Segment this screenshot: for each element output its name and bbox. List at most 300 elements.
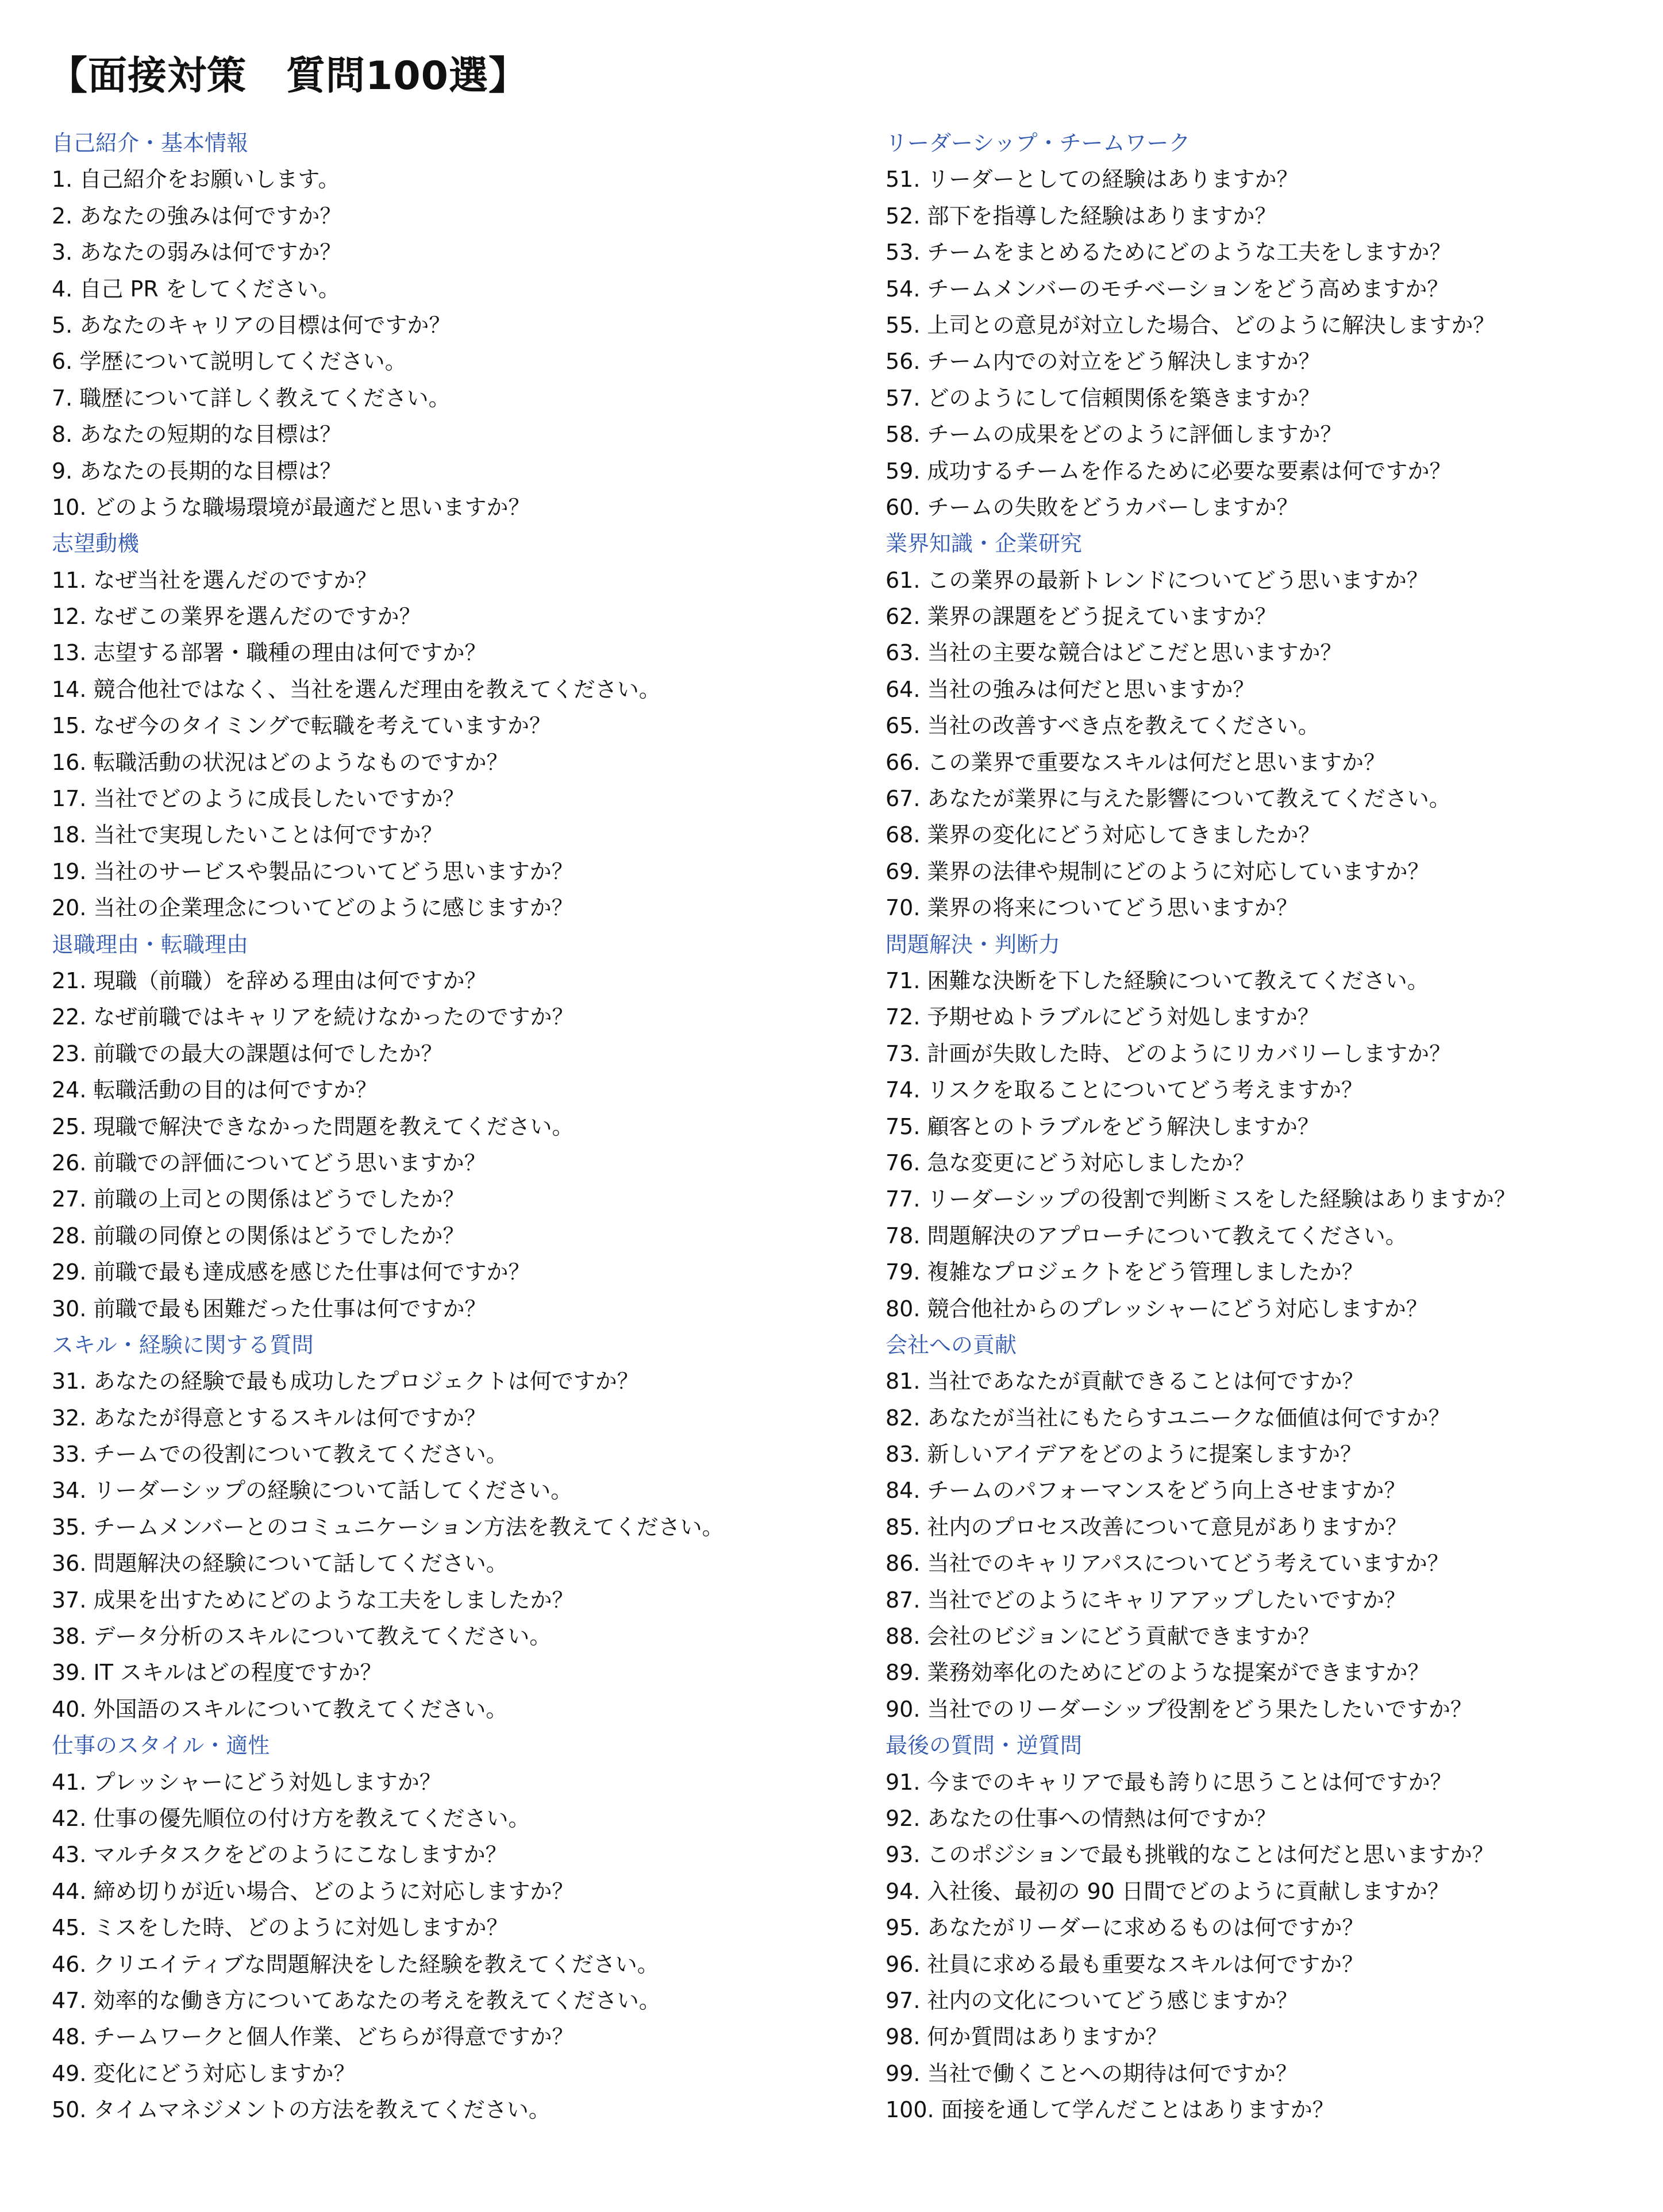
question-text: 当社のサービスや製品についてどう思いますか？	[93, 858, 573, 884]
question-item	[52, 1181, 856, 1217]
question-text: 困難な決断を下した経験について教えてください。	[927, 968, 1429, 993]
question-item	[52, 2092, 856, 2128]
question-item	[52, 198, 856, 234]
question-number: 35.	[52, 1514, 87, 1540]
question-text: 予期せぬトラブルにどう対処しますか？	[927, 1004, 1320, 1030]
question-text: あなたが得意とするスキルは何ですか？	[93, 1405, 487, 1431]
section-header: 自己紹介・基本情報	[52, 130, 249, 156]
question-number: 3.	[52, 240, 73, 265]
question-number: 22.	[52, 1004, 87, 1030]
question-text: マルチタスクをどのようにこなしますか？	[93, 1842, 507, 1868]
question-item	[52, 1509, 856, 1546]
question-text: 当社でどのようにキャリアアップしたいですか？	[927, 1587, 1406, 1613]
question-text: 当社の主要な競合はどこだと思いますか？	[927, 640, 1342, 666]
question-text: この業界の最新トレンドについてどう思いますか？	[927, 567, 1429, 593]
question-number: 5.	[52, 312, 73, 338]
question-item	[886, 1691, 1663, 1728]
question-text: クリエイティブな問題解決をした経験を教えてください。	[93, 1951, 659, 1977]
question-item	[886, 453, 1663, 490]
question-text: タイムマネジメントの方法を教えてください。	[93, 2097, 551, 2123]
question-text: チームでの役割について教えてください。	[93, 1442, 508, 1467]
question-number: 40.	[52, 1696, 87, 1722]
question-number: 16.	[52, 749, 87, 775]
question-item	[52, 1363, 856, 1400]
question-text: あなたの強みは何ですか？	[79, 203, 342, 229]
question-text: 当社でのリーダーシップ役割をどう果たしたいですか？	[927, 1696, 1473, 1722]
question-item	[886, 562, 1663, 599]
question-number: 25.	[52, 1113, 87, 1139]
section-header: リーダーシップ・チームワーク	[886, 130, 1191, 156]
question-number: 69.	[886, 858, 921, 884]
question-text: 問題解決の経験について話してください。	[93, 1551, 508, 1577]
question-text: あなたの弱みは何ですか？	[79, 240, 342, 265]
question-item	[886, 672, 1663, 708]
page-title: 【面接対策 質問100選】	[48, 53, 528, 99]
question-item	[886, 745, 1663, 781]
question-item	[52, 963, 856, 999]
question-number: 6.	[52, 349, 73, 375]
question-item	[886, 1874, 1663, 1910]
question-item	[886, 1036, 1663, 1072]
section-header: スキル・経験に関する質問	[52, 1332, 314, 1358]
question-number: 94.	[886, 1878, 921, 1904]
question-number: 4.	[52, 276, 73, 302]
question-text: このポジションで最も挑戦的なことは何だと思いますか？	[927, 1842, 1494, 1868]
question-item	[886, 1947, 1663, 1983]
question-text: 当社で実現したいことは何ですか？	[93, 822, 443, 848]
question-item	[52, 1655, 856, 1691]
question-number: 51.	[886, 167, 921, 192]
question-item	[886, 2092, 1663, 2128]
question-text: 急な変更にどう対応しましたか？	[927, 1150, 1255, 1176]
question-number: 73.	[886, 1041, 921, 1066]
question-number: 24.	[52, 1077, 87, 1103]
question-item	[886, 1291, 1663, 1327]
question-number: 95.	[886, 1915, 921, 1941]
question-number: 38.	[52, 1624, 87, 1650]
question-item	[886, 380, 1663, 417]
question-text: 計画が失敗した時、どのようにリカバリーしますか？	[927, 1041, 1452, 1066]
question-item	[886, 635, 1663, 671]
question-text: 当社で働くことへの期待は何ですか？	[927, 2060, 1298, 2086]
question-item	[52, 2019, 856, 2055]
question-number: 27.	[52, 1186, 87, 1212]
question-item	[52, 1691, 856, 1728]
question-item	[52, 1254, 856, 1290]
question-number: 87.	[886, 1587, 921, 1613]
question-item	[52, 890, 856, 926]
question-text: あなたの経験で最も成功したプロジェクトは何ですか？	[93, 1369, 639, 1394]
question-number: 66.	[886, 749, 921, 775]
question-text: 複雑なプロジェクトをどう管理しましたか？	[927, 1259, 1364, 1285]
question-item	[886, 963, 1663, 999]
question-text: 当社の企業理念についてどのように感じますか？	[93, 895, 573, 921]
question-text: 面接を通して学んだことはありますか？	[941, 2097, 1334, 2123]
question-item	[886, 1801, 1663, 1837]
question-text: 締め切りが近い場合、どのように対応しますか？	[93, 1878, 574, 1904]
question-number: 90.	[886, 1696, 921, 1722]
question-item	[886, 271, 1663, 307]
question-text: 上司との意見が対立した場合、どのように解決しますか？	[927, 312, 1495, 338]
question-item	[886, 2056, 1663, 2092]
question-number: 68.	[886, 822, 921, 848]
question-item	[886, 781, 1663, 817]
question-item	[886, 344, 1663, 380]
section-header: 退職理由・転職理由	[52, 931, 249, 957]
question-item	[886, 708, 1663, 744]
question-item	[52, 1145, 856, 1181]
question-item	[886, 1582, 1663, 1618]
question-text: チーム内での対立をどう解決しますか？	[927, 349, 1321, 375]
question-number: 7.	[52, 385, 73, 411]
question-text: 自己 PR をしてください。	[79, 276, 340, 302]
question-text: 前職での評価についてどう思いますか？	[93, 1150, 486, 1176]
question-text: 職歴について詳しく教えてください。	[79, 385, 451, 411]
question-text: なぜ当社を選んだのですか？	[93, 567, 378, 593]
question-item	[886, 1509, 1663, 1546]
question-number: 60.	[886, 494, 921, 520]
question-item	[52, 1618, 856, 1655]
question-text: チームのパフォーマンスをどう向上させますか？	[927, 1478, 1406, 1504]
question-item	[886, 817, 1663, 853]
question-number: 59.	[886, 458, 921, 484]
question-text: 部下を指導した経験はありますか？	[927, 203, 1277, 229]
question-item	[52, 562, 856, 599]
question-item	[886, 1218, 1663, 1254]
question-text: 仕事の優先順位の付け方を教えてください。	[93, 1805, 530, 1831]
question-text: 業界の変化にどう対応してきましたか？	[927, 822, 1321, 848]
question-text: チームの失敗をどうカバーしますか？	[927, 494, 1299, 520]
question-text: 今までのキャリアで最も誇りに思うことは何ですか？	[927, 1769, 1452, 1795]
question-text: あなたがリーダーに求めるものは何ですか？	[927, 1915, 1364, 1941]
question-text: なぜ今のタイミングで転職を考えていますか？	[93, 713, 552, 739]
question-item	[52, 417, 856, 453]
question-item	[52, 380, 856, 417]
question-item	[886, 1764, 1663, 1801]
question-item	[886, 1618, 1663, 1655]
question-number: 31.	[52, 1369, 87, 1394]
question-number: 57.	[886, 385, 921, 411]
question-number: 15.	[52, 713, 87, 739]
question-number: 62.	[886, 604, 921, 630]
question-item	[52, 1874, 856, 1910]
question-number: 91.	[886, 1769, 921, 1795]
left-column	[52, 125, 856, 2128]
question-text: 顧客とのトラブルをどう解決しますか？	[927, 1113, 1320, 1139]
question-text: リーダーシップの経験について話してください。	[93, 1478, 573, 1504]
question-number: 78.	[886, 1223, 921, 1248]
question-number: 72.	[886, 1004, 921, 1030]
question-item	[52, 1910, 856, 1946]
question-item	[52, 490, 856, 526]
question-number: 43.	[52, 1842, 87, 1868]
question-item	[52, 635, 856, 671]
question-number: 83.	[886, 1442, 921, 1467]
question-number: 75.	[886, 1113, 921, 1139]
question-item	[52, 344, 856, 380]
question-number: 88.	[886, 1624, 921, 1650]
question-text: チームワークと個人作業、どちらが得意ですか？	[93, 2024, 574, 2050]
question-item	[886, 1181, 1663, 1217]
question-text: チームメンバーとのコミュニケーション方法を教えてください。	[93, 1514, 724, 1540]
question-item	[52, 1072, 856, 1108]
question-number: 79.	[886, 1259, 921, 1285]
question-number: 29.	[52, 1259, 87, 1285]
question-text: 転職活動の目的は何ですか？	[93, 1077, 378, 1103]
question-item	[52, 854, 856, 890]
question-item	[886, 234, 1663, 271]
question-text: 問題解決のアプローチについて教えてください。	[927, 1223, 1407, 1248]
question-text: ミスをした時、どのように対処しますか？	[93, 1915, 509, 1941]
question-text: リーダーとしての経験はありますか？	[927, 167, 1299, 192]
question-item	[52, 1218, 856, 1254]
question-item	[52, 672, 856, 708]
question-item	[886, 198, 1663, 234]
question-number: 70.	[886, 895, 921, 921]
question-item	[52, 781, 856, 817]
question-text: 現職（前職）を辞める理由は何ですか？	[93, 968, 487, 993]
question-number: 49.	[52, 2060, 87, 2086]
question-text: 社内の文化についてどう感じますか？	[927, 1987, 1298, 2013]
question-text: 成果を出すためにどのような工夫をしましたか？	[93, 1587, 574, 1613]
question-text: 変化にどう対応しますか？	[93, 2060, 356, 2086]
question-number: 53.	[886, 240, 921, 265]
question-number: 21.	[52, 968, 87, 993]
question-item	[52, 745, 856, 781]
question-item	[886, 417, 1663, 453]
question-number: 54.	[886, 276, 921, 302]
question-number: 39.	[52, 1660, 87, 1686]
question-number: 86.	[886, 1551, 921, 1577]
question-text: リーダーシップの役割で判断ミスをした経験はありますか？	[927, 1186, 1516, 1212]
question-text: 外国語のスキルについて教えてください。	[93, 1696, 508, 1722]
question-text: 当社でのキャリアパスについてどう考えていますか？	[927, 1551, 1449, 1577]
question-text: 入社後、最初の 90 日間でどのように貢献しますか？	[927, 1878, 1450, 1904]
question-number: 97.	[886, 1987, 921, 2013]
question-number: 42.	[52, 1805, 87, 1831]
question-text: どのようにして信頼関係を築きますか？	[927, 385, 1321, 411]
question-text: 前職で最も達成感を感じた仕事は何ですか？	[93, 1259, 530, 1285]
question-number: 84.	[886, 1478, 921, 1504]
question-number: 52.	[886, 203, 921, 229]
question-number: 47.	[52, 1987, 87, 2013]
question-number: 65.	[886, 713, 921, 739]
question-item	[52, 1291, 856, 1327]
question-item	[886, 1109, 1663, 1145]
question-text: 志望する部署・職種の理由は何ですか？	[93, 640, 487, 666]
question-text: 前職の上司との関係はどうでしたか？	[93, 1186, 465, 1212]
question-item	[52, 307, 856, 344]
question-text: チームメンバーのモチベーションをどう高めますか？	[927, 276, 1449, 302]
question-number: 19.	[52, 858, 87, 884]
section-header: 業界知識・企業研究	[886, 531, 1083, 557]
question-number: 77.	[886, 1186, 921, 1212]
question-number: 74.	[886, 1077, 921, 1103]
question-item	[52, 1947, 856, 1983]
question-number: 64.	[886, 676, 921, 702]
question-item	[886, 1546, 1663, 1582]
question-item	[52, 1983, 856, 2019]
question-text: 新しいアイデアをどのように提案しますか？	[927, 1442, 1362, 1467]
question-number: 41.	[52, 1769, 87, 1795]
question-number: 85.	[886, 1514, 921, 1540]
question-item	[886, 161, 1663, 198]
question-text: あなたのキャリアの目標は何ですか？	[79, 312, 451, 338]
question-item	[52, 1546, 856, 1582]
question-text: 学歴について説明してください。	[79, 349, 407, 375]
question-number: 33.	[52, 1442, 87, 1467]
question-number: 81.	[886, 1369, 921, 1394]
question-item	[886, 1145, 1663, 1181]
question-text: 前職での最大の課題は何でしたか？	[93, 1041, 443, 1066]
question-number: 58.	[886, 422, 921, 448]
question-item	[52, 1837, 856, 1873]
question-text: 当社であなたが貢献できることは何ですか？	[927, 1369, 1364, 1394]
question-item	[52, 1582, 856, 1618]
question-item	[886, 490, 1663, 526]
question-item	[886, 1254, 1663, 1290]
question-text: 競合他社からのプレッシャーにどう対応しますか？	[927, 1296, 1428, 1321]
question-number: 80.	[886, 1296, 921, 1321]
question-item	[52, 1036, 856, 1072]
question-item	[52, 599, 856, 635]
question-text: なぜ前職ではキャリアを続けなかったのですか？	[93, 1004, 574, 1030]
question-text: チームの成果をどのように評価しますか？	[927, 422, 1342, 448]
question-item	[886, 1363, 1663, 1400]
question-text: IT スキルはどの程度ですか？	[93, 1660, 382, 1686]
question-item	[52, 271, 856, 307]
question-number: 45.	[52, 1915, 87, 1941]
question-item	[886, 999, 1663, 1035]
question-item	[886, 2019, 1663, 2055]
question-number: 10.	[52, 494, 87, 520]
question-text: 転職活動の状況はどのようなものですか？	[93, 749, 509, 775]
question-text: 当社の強みは何だと思いますか？	[927, 676, 1255, 702]
section-header: 最後の質問・逆質問	[886, 1733, 1083, 1759]
question-item	[52, 161, 856, 198]
question-text: この業界で重要なスキルは何だと思いますか？	[927, 749, 1386, 775]
question-text: 当社でどのように成長したいですか？	[93, 786, 465, 812]
question-number: 93.	[886, 1842, 921, 1868]
question-number: 17.	[52, 786, 87, 812]
question-number: 12.	[52, 604, 87, 630]
question-item	[52, 708, 856, 744]
question-number: 100.	[886, 2097, 934, 2123]
question-text: あなたの長期的な目標は？	[79, 458, 342, 484]
question-item	[886, 1400, 1663, 1436]
question-number: 8.	[52, 422, 73, 448]
question-item	[52, 1400, 856, 1436]
section-header: 問題解決・判断力	[886, 931, 1061, 957]
question-item	[52, 1436, 856, 1473]
right-column	[886, 125, 1663, 2128]
question-item	[886, 890, 1663, 926]
question-number: 44.	[52, 1878, 87, 1904]
question-item	[886, 1983, 1663, 2019]
question-text: どのような職場環境が最適だと思いますか？	[93, 494, 530, 520]
question-item	[886, 1655, 1663, 1691]
question-number: 61.	[886, 567, 921, 593]
question-number: 30.	[52, 1296, 87, 1321]
question-text: リスクを取ることについてどう考えますか？	[927, 1077, 1364, 1103]
question-number: 98.	[886, 2024, 921, 2050]
question-text: 何か質問はありますか？	[927, 2024, 1168, 2050]
question-text: 業界の法律や規制にどのように対応していますか？	[927, 858, 1430, 884]
question-item	[52, 234, 856, 271]
question-text: 会社のビジョンにどう貢献できますか？	[927, 1624, 1320, 1650]
question-number: 96.	[886, 1951, 921, 1977]
question-item	[52, 1764, 856, 1801]
question-item	[886, 1436, 1663, 1473]
question-text: プレッシャーにどう対処しますか？	[93, 1769, 441, 1795]
question-number: 99.	[886, 2060, 921, 2086]
question-text: あなたが業界に与えた影響について教えてください。	[927, 786, 1451, 812]
question-item	[886, 599, 1663, 635]
question-item	[886, 854, 1663, 890]
question-text: 社員に求める最も重要なスキルは何ですか？	[927, 1951, 1364, 1977]
question-number: 13.	[52, 640, 87, 666]
question-number: 1.	[52, 167, 73, 192]
question-item	[52, 999, 856, 1035]
question-number: 18.	[52, 822, 87, 848]
question-number: 34.	[52, 1478, 87, 1504]
question-text: 効率的な働き方についてあなたの考えを教えてください。	[93, 1987, 661, 2013]
question-text: 成功するチームを作るために必要な要素は何ですか？	[927, 458, 1452, 484]
question-text: チームをまとめるためにどのような工夫をしますか？	[927, 240, 1452, 265]
question-text: 現職で解決できなかった問題を教えてください。	[93, 1113, 574, 1139]
question-text: あなたが当社にもたらすユニークな価値は何ですか？	[927, 1405, 1450, 1431]
question-number: 2.	[52, 203, 73, 229]
question-text: 業界の将来についてどう思いますか？	[927, 895, 1298, 921]
question-item	[52, 1473, 856, 1509]
question-number: 26.	[52, 1150, 87, 1176]
question-number: 71.	[886, 968, 921, 993]
question-text: データ分析のスキルについて教えてください。	[93, 1624, 552, 1650]
question-text: 競合他社ではなく、当社を選んだ理由を教えてください。	[93, 676, 661, 702]
question-text: あなたの短期的な目標は？	[79, 422, 342, 448]
question-text: 前職の同僚との関係はどうでしたか？	[93, 1223, 465, 1248]
question-number: 55.	[886, 312, 921, 338]
question-item	[52, 1109, 856, 1145]
question-item	[886, 1473, 1663, 1509]
question-text: 当社の改善すべき点を教えてください。	[927, 713, 1320, 739]
question-number: 36.	[52, 1551, 87, 1577]
question-item	[52, 817, 856, 853]
question-text: 前職で最も困難だった仕事は何ですか？	[93, 1296, 487, 1321]
section-header: 志望動機	[52, 531, 140, 557]
question-number: 14.	[52, 676, 87, 702]
question-text: 業界の課題をどう捉えていますか？	[927, 604, 1277, 630]
question-text: なぜこの業界を選んだのですか？	[93, 604, 421, 630]
question-number: 32.	[52, 1405, 87, 1431]
question-number: 48.	[52, 2024, 87, 2050]
question-number: 9.	[52, 458, 73, 484]
question-text: 業務効率化のためにどのような提案ができますか？	[927, 1660, 1430, 1686]
question-item	[52, 1801, 856, 1837]
question-item	[886, 307, 1663, 344]
question-item	[52, 453, 856, 490]
question-number: 92.	[886, 1805, 921, 1831]
question-number: 56.	[886, 349, 921, 375]
section-header: 仕事のスタイル・適性	[52, 1733, 270, 1759]
question-number: 67.	[886, 786, 921, 812]
question-text: あなたの仕事への情熱は何ですか？	[927, 1805, 1277, 1831]
question-number: 11.	[52, 567, 87, 593]
question-number: 37.	[52, 1587, 87, 1613]
question-item	[886, 1072, 1663, 1108]
question-number: 50.	[52, 2097, 87, 2123]
question-text: 社内のプロセス改善について意見がありますか？	[927, 1514, 1407, 1540]
